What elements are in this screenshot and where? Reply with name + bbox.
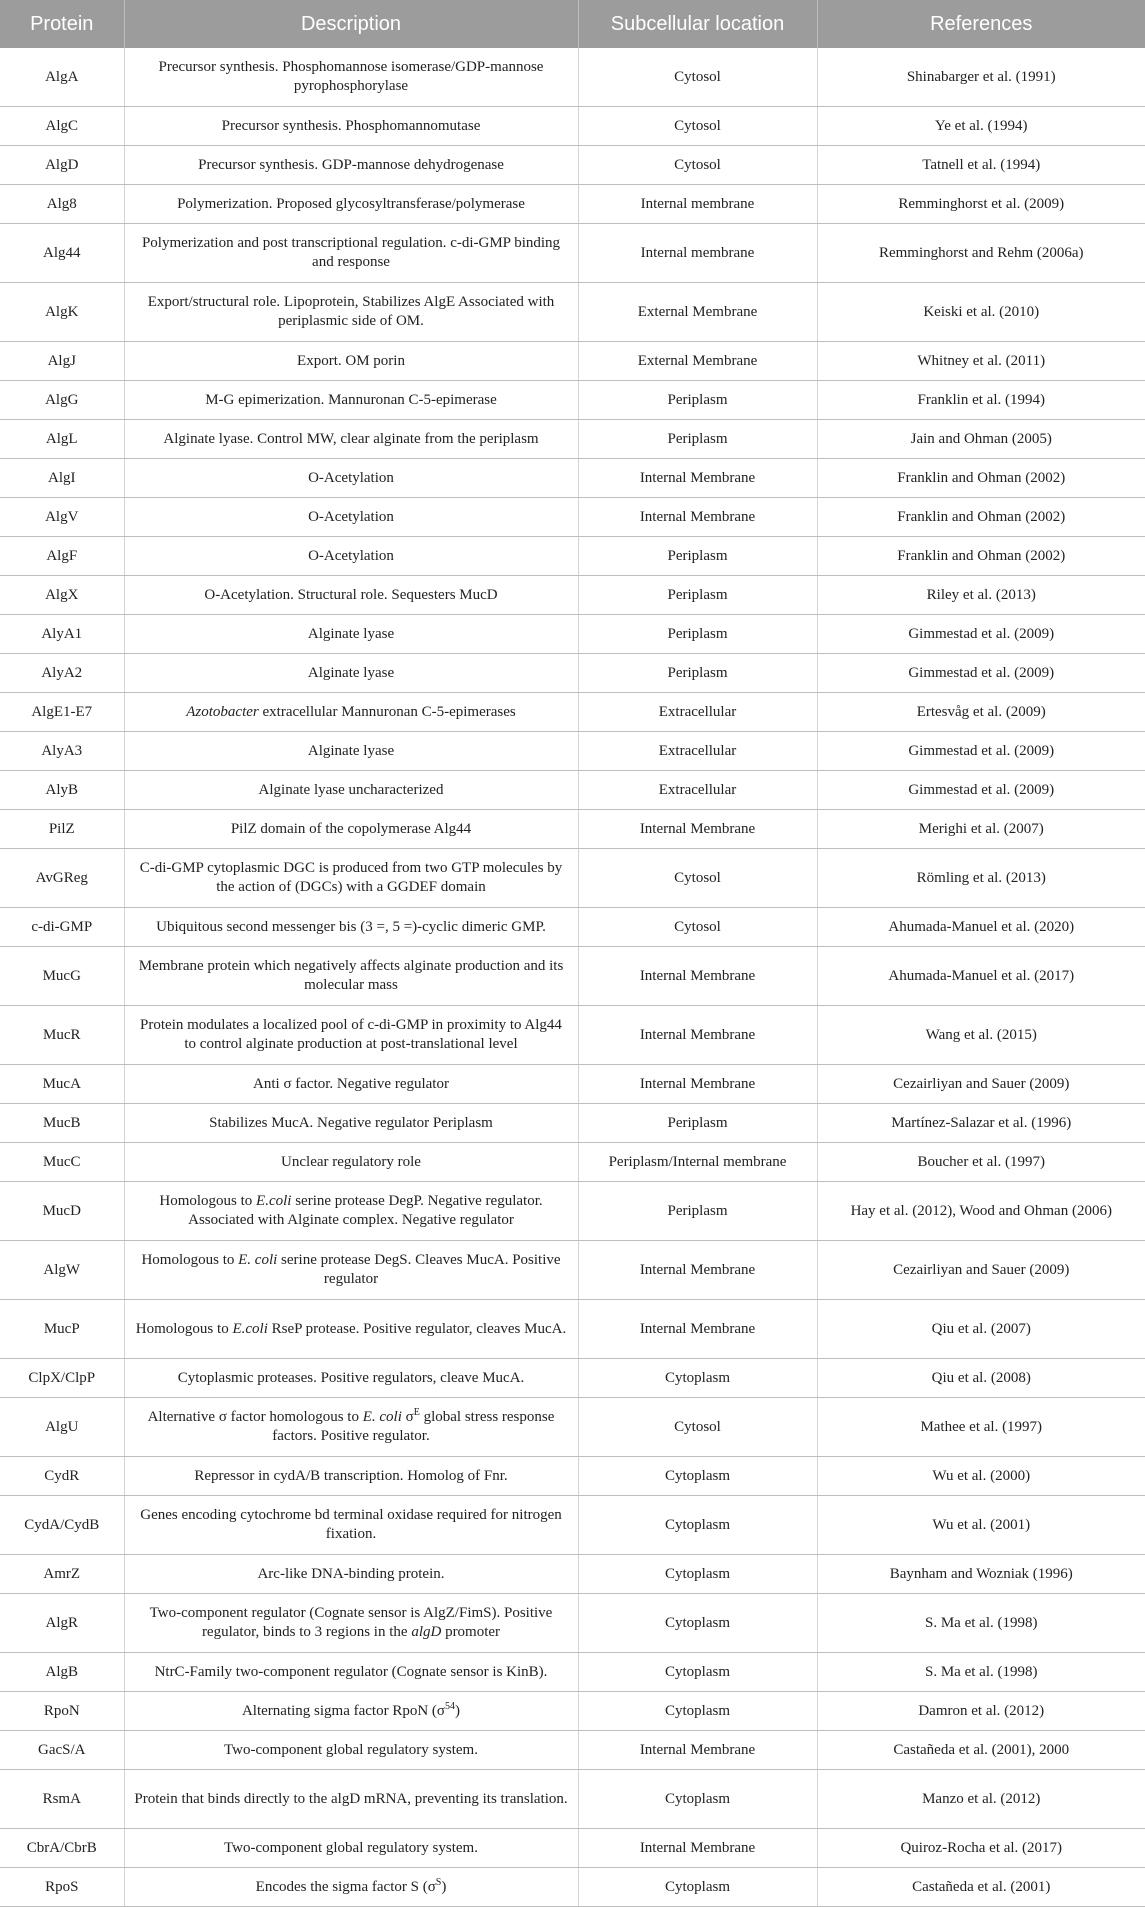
description-cell [124,381,578,420]
protein-cell: MucG [0,947,124,1006]
reference-cell: Qiu et al. (2007) [817,1300,1145,1359]
description-cell [124,1594,578,1653]
protein-cell: AlgC [0,107,124,146]
reference-cell: Ahumada-Manuel et al. (2017) [817,947,1145,1006]
description-text: Two-component global regulatory system. [224,1741,478,1758]
location-cell: Internal Membrane [578,498,817,537]
location-cell: Internal Membrane [578,1065,817,1104]
description-text: Encodes the sigma factor S (σ [255,1878,436,1895]
location-cell: Periplasm [578,576,817,615]
table-row [0,1829,1145,1868]
protein-cell: ClpX/ClpP [0,1359,124,1398]
description-text: algD [411,1624,442,1640]
location-cell: Internal Membrane [578,1300,817,1359]
description-text: global stress response factors. Positive regulator. [272,1409,555,1444]
table-row [0,1359,1145,1398]
reference-cell: Martínez-Salazar et al. (1996) [817,1104,1145,1143]
reference-cell: S. Ma et al. (1998) [817,1594,1145,1653]
table-row [0,1731,1145,1770]
table-row [0,1104,1145,1143]
description-cell [124,342,578,381]
description-text: Protein that binds directly to the algD mRNA, preventing its translation. [134,1790,568,1807]
reference-cell: Castañeda et al. (2001) [817,1868,1145,1907]
description-cell [124,1398,578,1457]
table-row [0,48,1145,107]
description-text: O-Acetylation [308,469,394,486]
description-cell [124,224,578,283]
description-text: Protein modulates a localized pool of c-di-GMP in proximity to Alg44 to control alginate production at post-translational level [140,1017,562,1052]
table-row [0,1398,1145,1457]
reference-cell: Gimmestad et al. (2009) [817,615,1145,654]
table-row [0,615,1145,654]
description-text: E.coli [256,1193,292,1209]
location-cell: Periplasm [578,420,817,459]
location-cell: Periplasm/Internal membrane [578,1143,817,1182]
protein-cell: AlgW [0,1241,124,1300]
table-row [0,1868,1145,1907]
protein-cell: AlgD [0,146,124,185]
description-text: E.coli [232,1320,268,1337]
description-text: Polymerization and post transcriptional regulation. c-di-GMP binding and response [141,235,561,270]
description-text: E. coli [362,1409,402,1425]
protein-cell: AlgA [0,48,124,107]
table-row [0,1241,1145,1300]
description-text: Arc-like DNA-binding protein. [257,1565,445,1582]
description-cell [124,420,578,459]
location-cell: Cytosol [578,48,817,107]
protein-cell: AlgX [0,576,124,615]
table-row [0,146,1145,185]
description-cell [124,1065,578,1104]
description-text: Cytoplasmic proteases. Positive regulators, cleave MucA. [177,1369,525,1386]
reference-cell: Franklin and Ohman (2002) [817,537,1145,576]
description-text: M-G epimerization. Mannuronan C-5-epimerase [205,391,497,408]
location-cell: Cytoplasm [578,1594,817,1653]
reference-cell: Shinabarger et al. (1991) [817,48,1145,107]
protein-cell: AmrZ [0,1555,124,1594]
reference-cell: Ertesvåg et al. (2009) [817,693,1145,732]
description-text: Homologous to [135,1320,233,1337]
description-text: σ [401,1409,414,1425]
description-cell [124,1143,578,1182]
description-cell [124,849,578,908]
description-text: E. coli [238,1252,278,1268]
reference-cell: Gimmestad et al. (2009) [817,654,1145,693]
location-cell: Internal membrane [578,185,817,224]
location-cell: Cytoplasm [578,1692,817,1731]
description-cell [124,1829,578,1868]
table-row [0,1692,1145,1731]
protein-cell: PilZ [0,810,124,849]
protein-cell: AlgG [0,381,124,420]
description-text: PilZ domain of the copolymerase Alg44 [230,820,472,837]
protein-cell: CydA/CydB [0,1496,124,1555]
protein-cell: Alg44 [0,224,124,283]
protein-cell: AlyB [0,771,124,810]
description-cell [124,1653,578,1692]
location-cell: Periplasm [578,1104,817,1143]
table-row [0,1594,1145,1653]
protein-cell: c-di-GMP [0,908,124,947]
protein-cell: MucD [0,1182,124,1241]
location-cell: Periplasm [578,381,817,420]
header-protein: Protein [0,0,124,48]
location-cell: Cytoplasm [578,1457,817,1496]
description-text: Homologous to [159,1193,257,1209]
location-cell: Internal Membrane [578,1241,817,1300]
protein-cell: AlgK [0,283,124,342]
description-cell [124,1555,578,1594]
description-text: RseP protease. Positive regulator, cleaves MucA. [267,1320,567,1337]
reference-cell: Riley et al. (2013) [817,576,1145,615]
table-row [0,1555,1145,1594]
table-header [0,0,1145,48]
description-cell [124,810,578,849]
description-cell [124,1241,578,1300]
location-cell: Internal Membrane [578,1006,817,1065]
reference-cell: Boucher et al. (1997) [817,1143,1145,1182]
description-text: Homologous to [141,1252,239,1268]
location-cell: Cytosol [578,849,817,908]
description-cell [124,1300,578,1359]
reference-cell: Merighi et al. (2007) [817,810,1145,849]
reference-cell: Wu et al. (2000) [817,1457,1145,1496]
protein-cell: MucA [0,1065,124,1104]
table-row [0,810,1145,849]
protein-cell: MucP [0,1300,124,1359]
reference-cell: Qiu et al. (2008) [817,1359,1145,1398]
table-row [0,1065,1145,1104]
reference-cell: Tatnell et al. (1994) [817,146,1145,185]
table-row [0,459,1145,498]
reference-cell: S. Ma et al. (1998) [817,1653,1145,1692]
description-text: Precursor synthesis. GDP-mannose dehydrogenase [198,156,504,173]
description-cell [124,1692,578,1731]
description-cell [124,498,578,537]
location-cell: Internal Membrane [578,1829,817,1868]
table-row [0,576,1145,615]
table-row [0,1006,1145,1065]
description-text: Stabilizes MucA. Negative regulator Periplasm [209,1114,493,1131]
reference-cell: Cezairliyan and Sauer (2009) [817,1241,1145,1300]
location-cell: Cytoplasm [578,1359,817,1398]
description-text: Alginate lyase [307,742,395,759]
location-cell: External Membrane [578,283,817,342]
protein-cell: AlgV [0,498,124,537]
reference-cell: Wang et al. (2015) [817,1006,1145,1065]
location-cell: Cytoplasm [578,1653,817,1692]
description-text: extracellular Mannuronan C-5-epimerases [258,703,516,720]
reference-cell: Castañeda et al. (2001), 2000 [817,1731,1145,1770]
description-text: O-Acetylation. Structural role. Sequesters MucD [204,586,498,603]
description-cell [124,771,578,810]
description-text: O-Acetylation [308,508,394,525]
protein-cell: RpoS [0,1868,124,1907]
description-text: serine protease DegS. Cleaves MucA. Positive regulator [277,1252,561,1287]
description-text: serine protease DegP. Negative regulator. Associated with Alginate complex. Negative regulator [188,1193,543,1228]
protein-cell: MucC [0,1143,124,1182]
description-cell [124,576,578,615]
location-cell: Internal Membrane [578,947,817,1006]
protein-cell: CydR [0,1457,124,1496]
description-cell [124,1182,578,1241]
reference-cell: Wu et al. (2001) [817,1496,1145,1555]
description-superscript: S [435,1876,442,1888]
description-cell [124,1868,578,1907]
description-text: Azotobacter [186,703,259,720]
location-cell: Periplasm [578,654,817,693]
description-cell [124,1770,578,1829]
protein-cell: AvGReg [0,849,124,908]
description-text: Unclear regulatory role [281,1153,421,1170]
reference-cell: Whitney et al. (2011) [817,342,1145,381]
reference-cell: Remminghorst and Rehm (2006a) [817,224,1145,283]
reference-cell: Hay et al. (2012), Wood and Ohman (2006) [817,1182,1145,1241]
location-cell: Cytoplasm [578,1770,817,1829]
location-cell: Cytoplasm [578,1868,817,1907]
location-cell: Internal Membrane [578,1731,817,1770]
table-row [0,947,1145,1006]
protein-cell: AlgJ [0,342,124,381]
location-cell: Extracellular [578,771,817,810]
description-text: Repressor in cydA/B transcription. Homolog of Fnr. [194,1467,508,1484]
location-cell: Cytosol [578,107,817,146]
table-row [0,1653,1145,1692]
protein-cell: AlgE1-E7 [0,693,124,732]
header-row [0,0,1145,48]
description-text: Alternating sigma factor RpoN (σ [241,1702,446,1719]
reference-cell: Gimmestad et al. (2009) [817,771,1145,810]
description-text: NtrC-Family two-component regulator (Cognate sensor is KinB). [154,1663,548,1680]
description-text: Export/structural role. Lipoprotein, Stabilizes AlgE Associated with periplasmic side of OM. [147,294,555,329]
table-row [0,498,1145,537]
header-subcellular-location: Subcellular location [578,0,817,48]
description-text: C-di-GMP cytoplasmic DGC is produced from two GTP molecules by the action of (DGCs) with a GGDEF domain [139,860,563,895]
location-cell: Cytosol [578,1398,817,1457]
protein-cell: AlgU [0,1398,124,1457]
location-cell: Internal Membrane [578,459,817,498]
location-cell: Periplasm [578,1182,817,1241]
protein-cell: CbrA/CbrB [0,1829,124,1868]
table-row [0,420,1145,459]
description-text: O-Acetylation [308,547,394,564]
table-row [0,342,1145,381]
table-body [0,48,1145,1907]
table-row [0,771,1145,810]
table-row [0,381,1145,420]
protein-cell: MucB [0,1104,124,1143]
location-cell: Cytoplasm [578,1496,817,1555]
description-text: Precursor synthesis. Phosphomannose isomerase/GDP-mannose pyrophosphorylase [158,59,544,94]
location-cell: Periplasm [578,537,817,576]
protein-cell: AlgB [0,1653,124,1692]
reference-cell: Franklin et al. (1994) [817,381,1145,420]
description-cell [124,615,578,654]
description-text: Two-component global regulatory system. [224,1839,478,1856]
location-cell: Cytoplasm [578,1555,817,1594]
description-cell [124,1731,578,1770]
description-cell [124,1104,578,1143]
header-references: References [817,0,1145,48]
description-cell [124,48,578,107]
reference-cell: Cezairliyan and Sauer (2009) [817,1065,1145,1104]
protein-cell: AlgI [0,459,124,498]
table-row [0,224,1145,283]
description-text: Alginate lyase. Control MW, clear alginate from the periplasm [163,430,539,447]
table-row [0,654,1145,693]
description-text: Precursor synthesis. Phosphomannomutase [221,117,481,134]
reference-cell: Keiski et al. (2010) [817,283,1145,342]
table-row [0,849,1145,908]
protein-cell: GacS/A [0,1731,124,1770]
description-cell [124,693,578,732]
table-row [0,185,1145,224]
description-text: Alginate lyase [307,625,395,642]
table-row [0,1300,1145,1359]
location-cell: Internal Membrane [578,810,817,849]
reference-cell: Baynham and Wozniak (1996) [817,1555,1145,1594]
protein-cell: MucR [0,1006,124,1065]
reference-cell: Remminghorst et al. (2009) [817,185,1145,224]
reference-cell: Ye et al. (1994) [817,107,1145,146]
protein-cell: AlgF [0,537,124,576]
table-row [0,1496,1145,1555]
description-text: Ubiquitous second messenger bis (3 =, 5 =)-cyclic dimeric GMP. [156,918,546,935]
description-cell [124,732,578,771]
table-row [0,908,1145,947]
description-cell [124,1496,578,1555]
description-text: Alternative σ factor homologous to [147,1409,363,1425]
description-cell [124,537,578,576]
description-cell [124,947,578,1006]
description-cell [124,1006,578,1065]
reference-cell: Franklin and Ohman (2002) [817,459,1145,498]
table-row [0,1143,1145,1182]
description-text: Membrane protein which negatively affects alginate production and its molecular mass [138,958,564,993]
protein-cell: AlgL [0,420,124,459]
protein-cell: AlyA1 [0,615,124,654]
reference-cell: Quiroz-Rocha et al. (2017) [817,1829,1145,1868]
table-row [0,283,1145,342]
reference-cell: Jain and Ohman (2005) [817,420,1145,459]
description-text: Export. OM porin [297,352,405,369]
table-row [0,693,1145,732]
location-cell: Extracellular [578,693,817,732]
table-row [0,732,1145,771]
location-cell: Cytosol [578,146,817,185]
description-cell [124,459,578,498]
description-cell [124,283,578,342]
description-cell [124,185,578,224]
reference-cell: Mathee et al. (1997) [817,1398,1145,1457]
location-cell: Cytosol [578,908,817,947]
table-row [0,537,1145,576]
description-cell [124,654,578,693]
description-cell [124,1457,578,1496]
table-row [0,107,1145,146]
protein-cell: Alg8 [0,185,124,224]
description-text: Genes encoding cytochrome bd terminal oxidase required for nitrogen fixation. [140,1507,562,1542]
table-row [0,1182,1145,1241]
description-cell [124,146,578,185]
description-text: Alginate lyase uncharacterized [258,781,444,798]
location-cell: Periplasm [578,615,817,654]
description-text: Polymerization. Proposed glycosyltransferase/polymerase [177,195,525,212]
description-cell [124,908,578,947]
reference-cell: Ahumada-Manuel et al. (2020) [817,908,1145,947]
location-cell: External Membrane [578,342,817,381]
protein-cell: AlgR [0,1594,124,1653]
description-superscript: 54 [445,1700,456,1712]
protein-cell: RsmA [0,1770,124,1829]
protein-cell: AlyA3 [0,732,124,771]
description-superscript: E [413,1407,420,1418]
protein-cell: AlyA2 [0,654,124,693]
description-text: promoter [441,1624,501,1640]
location-cell: Extracellular [578,732,817,771]
protein-cell: RpoN [0,1692,124,1731]
header-description: Description [124,0,578,48]
reference-cell: Manzo et al. (2012) [817,1770,1145,1829]
description-cell [124,107,578,146]
reference-cell: Franklin and Ohman (2002) [817,498,1145,537]
table-row [0,1457,1145,1496]
description-text: Alginate lyase [307,664,395,681]
description-text: Two-component regulator (Cognate sensor is AlgZ/FimS). Positive regulator, binds to 3 regions in the [149,1605,553,1640]
description-cell [124,1359,578,1398]
description-text: ) [441,1878,447,1895]
location-cell: Internal membrane [578,224,817,283]
reference-cell: Römling et al. (2013) [817,849,1145,908]
reference-cell: Damron et al. (2012) [817,1692,1145,1731]
table-row [0,1770,1145,1829]
description-text: ) [455,1702,461,1719]
description-text: Anti σ factor. Negative regulator [253,1075,449,1092]
reference-cell: Gimmestad et al. (2009) [817,732,1145,771]
